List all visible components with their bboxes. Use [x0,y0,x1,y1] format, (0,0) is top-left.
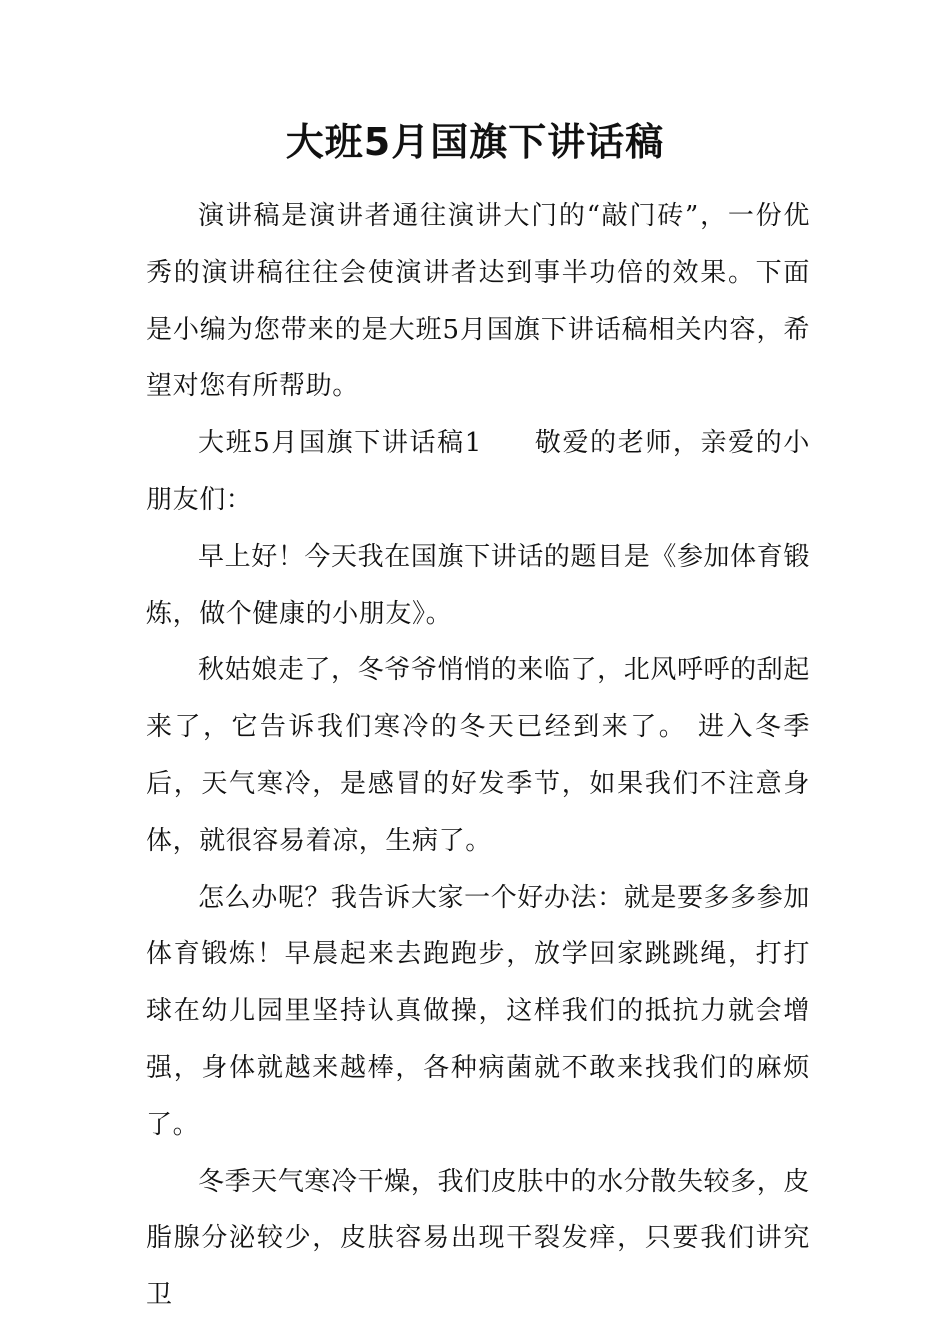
exercise-paragraph: 怎么办呢？我告诉大家一个好办法：就是要多多参加体育锻炼！早晨起来去跑跑步，放学回家跳跳绳，打打球在幼儿园里坚持认真做操，这样我们的抵抗力就会增强，身体就越来越棒，各种病菌就不敢来找我们的麻烦了。 [146,882,810,1140]
document-body [146,188,810,1324]
speech-greeting: 敬爱的老师，亲爱的小朋友们： [146,428,810,515]
intro-paragraph: 演讲稿是演讲者通往演讲大门的“敲门砖”，一份优秀的演讲稿往往会使演讲者达到事半功倍的效果。下面是小编为您带来的是大班5月国旗下讲话稿相关内容，希望对您有所帮助。 [146,201,810,402]
page-title: 大班5月国旗下讲话稿 [285,120,665,164]
skin-care-paragraph: 冬季天气寒冷干燥，我们皮肤中的水分散失较多，皮脂腺分泌较少，皮肤容易出现干裂发痒，只要我们讲究卫 [146,1166,810,1311]
winter-paragraph: 秋姑娘走了，冬爷爷悄悄的来临了，北风呼呼的刮起来了，它告诉我们寒冷的冬天已经到来了。 进入冬季后，天气寒冷，是感冒的好发季节，如果我们不注意身体，就很容易着凉，生病了。 [146,655,810,856]
greeting-paragraph: 早上好！今天我在国旗下讲话的题目是《参加体育锻炼，做个健康的小朋友》。 [146,541,810,629]
speech-heading: 大班5月国旗下讲话稿1 [198,428,482,459]
speech-heading-paragraph [146,415,810,529]
